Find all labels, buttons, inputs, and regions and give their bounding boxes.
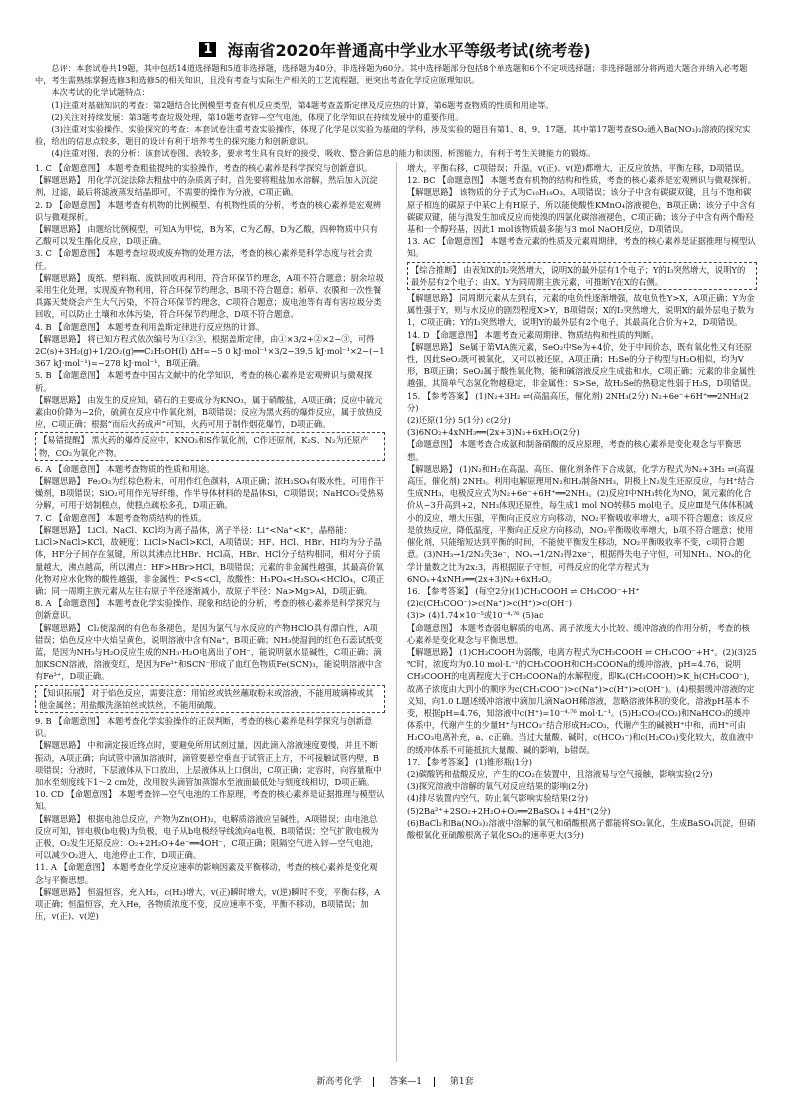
right-column-paragraph: 【解题思路】 (1)N₂和H₂在高温、高压、催化剂条件下合成氨，化学方程式为N₂+3H₂ ⇌(高温高压，催化剂) 2NH₃。利用电解原理用N₂和H₂制备NH₃，阴极上N₂发生还原反应，与H⁺结合生成NH₃，电极反应式为N₂+6e⁻+6H⁺══2NH₃。(2)反应Ⅰ中NH₃转化为NO，氮元素的化合价从−3升高到+2，NH₃体现还原性，每生成1 mol NO转移5 mol电子。反应Ⅲ是气体体积减小的反应，增大压强，平衡向正反应方向移动，NO₂平衡吸收率增大，a项不符合题意；该反应是放热反应，降低温度，平衡向正反应方向移动，NO₂平衡吸收率增大，b项不符合题意；使用催化剂，只能缩短达到平衡的时间，不能使平衡发生移动，NO₂平衡吸收率不变，c项符合题意。(3)NH₃→1/2N₂失3e⁻，NOₓ→1/2N₂得2xe⁻，根据得失电子守恒，可知NH₃、NOₓ的化学计量数之比为2x:3，再根据原子守恒，可得反应的化学方程式为6NOₓ+4xNH₃══(2x+3)N₂+6xH₂O。: [407, 463, 755, 584]
left-column-paragraph: 10. CD 【命题意图】 本题考查锌—空气电池的工作原理，考查的核心素养是证据推理与模型认知。: [35, 789, 385, 812]
left-column-paragraph: 1. C 【命题意图】 本题考查粗盐提纯的实验操作，考查的核心素养是科学探究与创新意识。: [35, 163, 373, 173]
right-column: [407, 162, 757, 1062]
overview-summary: 总评：本套试卷共19题，其中包括14道选择题和5道非选择题，选择题为40分，非选择题为60分。其中选择题部分包括8个单选题和6个不定项选择题；非选择题部分将两道大题合并纳入必考题中，考生需熟练掌握选修3和选修5的相关知识，且没有考查与实际生产相关的工艺流程题，更突出考查化学反应原理知识。: [35, 63, 748, 86]
answer-columns: [35, 162, 757, 1062]
left-column-paragraph: 【解题思路】 将已知方程式依次编号为①②③，根据盖斯定律，由①×3/2+②×2−③，可得2C(s)+3H₂(g)+1/2O₂(g)══C₂H₅OH(l) ΔH=−5 0 kJ·mol⁻¹×3/2−39.5 kJ·mol⁻¹×2−(−1 367 kJ·mol⁻¹)=−278 kJ·mol⁻¹，B项正确。: [35, 333, 385, 369]
left-column-paragraph: 【解题思路】 根据电池总反应，产物为Zn(OH)₂，电解质溶液应呈碱性，A项错误；由电池总反应可知，锌电极(b电极)为负极，电子从b电极经导线流向a电极，B项错误；空气扩散电极为正极，O₂发生还原反应：O₂+2H₂O+4e⁻══4OH⁻，C项正确；阻隔空气进入锌—空气电池，可以减少O₂进入，电池停止工作，D项正确。: [35, 813, 379, 861]
right-column-paragraph: (2)c(CH₃COO⁻)>c(Na⁺)>c(H⁺)>c(OH⁻): [407, 598, 572, 609]
left-column-paragraph: 【解题思路】 废纸、塑料瓶、废铁回收再利用，符合环保节约理念，A项不符合题意；厨余垃圾采用生化处理，实现废弃物利用，符合环保节约理念，B项不符合题意；稻草、农膜和一次性餐具露天焚烧会产生大气污染，不符合环保节约理念，C项符合题意；废电池等有毒有害垃圾分类回收，可以防止土壤和水体污染，符合环保节约理念，D项不符合题意。: [35, 272, 384, 320]
left-column-paragraph: 5. B 【命题意图】 本题考查中国古文献中的化学知识，考查的核心素养是宏观辨识与微观探析。: [35, 370, 373, 393]
left-column-paragraph: 【解题思路】 Fe₂O₃为红棕色粉末，可用作红色颜料，A项正确；浓H₂SO₄有吸水性，可用作干燥剂，B项错误；SiO₂可用作光导纤维，作半导体材料的是晶体Si，C项错误；NaHCO₃受热易分解，可用于焙制糕点，使糕点疏松多孔，D项正确。: [35, 476, 385, 511]
footer-page-label: 答案—1: [389, 1077, 422, 1087]
right-column-paragraph: (3)> (4)1.74×10⁻⁵或10⁻⁴·⁷⁶ (5)ac: [407, 610, 544, 621]
title-row: [0, 38, 790, 61]
left-column-paragraph: 【知识拓展】 对于焰色反应，需要注意：用铂丝或铁丝蘸取粉末或溶液，不能用玻璃棒或其他金属丝；用盐酸洗涤铂丝或铁丝，不能用硫酸。: [35, 685, 385, 713]
left-column-paragraph: 【解题思路】 用化学沉淀法除去粗盐中的杂质离子时，首先要将粗盐加水溶解，然后加入沉淀剂，过滤，最后将滤液蒸发结晶即可，不需要的操作为分液，C项正确。: [35, 175, 378, 198]
right-column-paragraph: (3)6NO₂+4xNH₃══(2x+3)N₂+6xH₂O(2分): [407, 427, 580, 438]
right-column-paragraph: 【综合推断】 由表知X的I₂突然增大，说明X的最外层有1个电子；Y的I₃突然增大，说明Y的最外层有2个电子；由X、Y为同周期主族元素，可推断Y在X的右侧。: [407, 262, 757, 290]
left-column-paragraph: 8. A 【命题意图】 本题考查化学实验操作、现象和结论的分析，考查的核心素养是科学探究与创新意识。: [35, 598, 381, 621]
right-column-paragraph: 【解题思路】 Se属于第ⅥA族元素，SeO₂中Se为+4价，处于中间价态，既有氧化性又有还原性，因此SeO₂既可被氧化，又可以被还原，A项正确；H₂Se的分子构型与H₂O相似，均为V形，B项正确；SeO₂属于酸性氧化物，能和碱溶液反应生成盐和水，C项正确；元素的非金属性越强，其简单气态氢化物越稳定，非金属性：S>Se，故H₂Se的热稳定性弱于H₂S，D项错误。: [407, 341, 757, 389]
footer-separator: [434, 1077, 435, 1087]
left-column-paragraph: 2. D 【命题意图】 本题考查有机物的比例模型、有机物性质的分析，考查的核心素养是宏观辨识与微观探析。: [35, 199, 382, 222]
right-column-paragraph: 15. 【参考答案】 (1)N₂+3H₂ ⇌(高温高压，催化剂) 2NH₃(2分) N₂+6e⁻+6H⁺══2NH₃(2分): [407, 390, 749, 413]
right-column-paragraph: 【解题思路】 该物质的分子式为C₁₀H₁₈O₃，A项错误；该分子中含有碳碳双键，且与不饱和碳原子相连的碳原子中某C上有H原子，所以能使酸性KMnO₄溶液褪色，B项正确；该分子中含有碳碳双键，能与溴发生加成反应而使溴的四氯化碳溶液褪色，C项正确；该分子中含有两个酚羟基和一个醇羟基，因此1 mol该物质最多能与3 mol NaOH反应，D项错误。: [407, 187, 756, 235]
page-footer: [0, 1074, 790, 1087]
overview-point-2: (2)关注对持续发展：第3题考查垃圾处理，第10题考查锌—空气电池，体现了化学知识在持续发展中的重要作用。: [51, 111, 464, 122]
right-column-paragraph: 【解题思路】 同周期元素从左到右，元素的电负性逐渐增强，故电负性Y>X，A项正确；Y为金属性强于Y，则与水反应的剧烈程度X>Y，B项错误；X的I₂突然增大，说明X的最外层电子数为1，C项正确；Y的I₃突然增大，说明Y的最外层有2个电子，其最高化合价为+2，D项错误。: [407, 293, 755, 328]
right-column-paragraph: (6)BaCl₂和Ba(NO₃)₂溶液中溶解的氧气和硝酸根离子都能将SO₂氧化，生成BaSO₄沉淀，但硝酸根氧化亚硫酸根离子氧化SO₂的速率更大(3分): [407, 817, 756, 840]
overview-point-1: (1)注重对基础知识的考查：第2题结合比例模型考查有机反应类型，第4题考查盖斯定律及反应热的计算，第6题考查物质的性质和用途等。: [51, 99, 554, 110]
right-column-paragraph: 【解题思路】 (1)CH₃COOH为弱酸，电离方程式为CH₃COOH ⇌ CH₃COO⁻+H⁺。(2)(3)25 ℃时，浓度均为0.10 mol·L⁻¹的CH₃COOH和CH₃COONa的缓冲溶液，pH=4.76，说明CH₃COOH的电离程度大于CH₃COONa的水解程度，即Kₐ(CH₃COOH)>K_h(CH₃COO⁻)，故离子浓度由大到小的顺序为c(CH₃COO⁻)>c(Na⁺)>c(H⁺)>c(OH⁻)。(4)根据缓冲溶液的定义知，向1.0 L题述缓冲溶液中滴加几滴NaOH稀溶液，忽略溶液体积的变化，溶液pH基本不变，根据pH=4.76，知溶液中c(H⁺)=10⁻⁴·⁷⁶ mol·L⁻¹。(5)H₂CO₃(CO₂)和NaHCO₃的缓冲体系中，代谢产生的少量H⁺与HCO₃⁻结合形成H₂CO₃，代谢产生的碱被H⁺中和，而H⁺可由H₂CO₃电离补充，a、c正确。当过大量酸、碱时，c(HCO₃⁻)和c(H₂CO₃)变化较大，故血液中的缓冲体系不可能抵抗大量酸、碱的影响，b错误。: [407, 646, 757, 755]
right-column-paragraph: 17. 【参考答案】 (1)锥形瓶(1分): [407, 756, 532, 767]
left-column-paragraph: 9. B 【命题意图】 本题考查化学实验操作的正误判断，考查的核心素养是科学探究与创新意识。: [35, 715, 373, 739]
right-column-paragraph: (5)2Ba²⁺+2SO₂+2H₂O+O₂══2BaSO₄↓+4H⁺(2分): [407, 805, 611, 816]
left-column-paragraph: 【解题思路】 中和滴定接近终点时，要避免所用试剂过量，因此滴入溶液速度要慢，并且不断振动，A项正确；向试管中滴加溶液时，滴管要悬空垂直于试管正上方，不可接触试管内壁，B项错误；分液时，下层液体从下口放出，上层液体从上口倒出，C项正确；定容时，向容量瓶中加水至刻度线下1～2 cm处，改用胶头滴管加蒸馏水至液面最低处与刻度线相切，D项正确。: [35, 740, 382, 787]
left-column-paragraph: 【易错提醒】 黑火药的爆炸反应中，KNO₃和S作氧化剂，C作还原剂，K₂S、N₂为还原产物，CO₂为氧化产物。: [35, 432, 385, 460]
footer-set-label: 第1套: [449, 1077, 474, 1087]
right-column-paragraph: 14. D 【命题意图】 本题考查元素周期律、物质结构和性质的判断。: [407, 329, 659, 340]
left-column-paragraph: 【解题思路】 由发生的反应知，硝石的主要成分为KNO₃，属于硝酸盐，A项正确；反应中硫元素由0价降为−2价，硫黄在反应中作氧化剂，B项错误；反应为黑火药的爆炸反应，属于放热反应，C项正确；根据“而后火药成声”可知，火药可用于制作烟花爆竹，D项正确。: [35, 394, 383, 430]
left-column-paragraph: 4. B 【命题意图】 本题考查利用盖斯定律进行反应热的计算。: [35, 321, 265, 332]
right-column-paragraph: 增大，平衡右移，C项错误；升温，v(正)、v(逆)都增大，正反应放热，平衡左移，D项错误。: [407, 163, 750, 173]
left-column-paragraph: 【解题思路】 Cl₂使湿润的有色布条褪色，是因为氯气与水反应的产物HClO具有漂白性，A项错误；焰色反应中火焰呈黄色，说明溶液中含有Na⁺，B项正确；NH₃使湿润的红色石蕊试纸变蓝，是因为NH₃与H₂O反应生成的NH₃·H₂O电离出了OH⁻，能说明氨水显碱性，C项正确；滴加KSCN溶液，溶液变红，是因为Fe³⁺和SCN⁻形成了血红色物质Fe(SCN)₃，能说明溶液中含有Fe³⁺，D项正确。: [35, 622, 383, 682]
footer-separator: [373, 1077, 374, 1087]
left-column-paragraph: 11. A 【命题意图】 本题考查化学反应速率的影响因素及平衡移动，考查的核心素养是变化观念与平衡思想。: [35, 862, 378, 885]
left-column-paragraph: 【解题思路】 LiCl、NaCl、KCl均为离子晶体，离子半径：Li⁺<Na⁺<K⁺，晶格能：LiCl>NaCl>KCl，故硬度：LiCl>NaCl>KCl，A项错误；HF、HCl、HBr、HI均为分子晶体，HF分子间存在氢键，所以其沸点比HBr、HCl高，HBr、HCl分子结构相同，相对分子质量越大，沸点越高，所以沸点：HF>HBr>HCl，B项错误；元素的非金属性越强，其最高价氧化物对应水化物的酸性越强，非金属性：P<S<Cl，故酸性：H₃PO₄<H₂SO₄<HClO₄，C项正确；同一周期主族元素从左往右原子半径逐渐减小，故原子半径：Na>Mg>Al，D项正确。: [35, 524, 385, 596]
right-column-paragraph: (4)排尽装置内空气，防止氧气影响实验结果(2分): [407, 793, 589, 804]
right-column-paragraph: (3)探究溶液中溶解的氧气对反应结果的影响(2分): [407, 781, 589, 792]
page-title: 海南省2020年普通高中学业水平等级考试(统考卷): [227, 41, 591, 60]
right-column-paragraph: 【命题意图】 本题考查弱电解质的电离、离子浓度大小比较、缓冲溶液的作用分析，考查的核心素养是变化观念与平衡思想。: [407, 622, 750, 645]
set-number-badge: 1: [199, 42, 216, 57]
left-column-paragraph: 3. C 【命题意图】 本题考查垃圾或废弃物的处理方法，考查的核心素养是科学态度与社会责任。: [35, 248, 373, 271]
right-column-paragraph: 【命题意图】 本题考查合成氨和制备硝酸的反应原理，考查的核心素养是变化观念与平衡思想。: [407, 439, 742, 462]
left-column-paragraph: 【解题思路】 恒温恒容，充入H₂，c(H₂)增大，v(正)瞬时增大，v(逆)瞬时不变，平衡右移，A项正确；恒温恒容，充入He，各物质浓度不变，反应速率不变，平衡不移动，B项错误；加压，v(正)、v(逆): [35, 886, 381, 922]
overview-section: [35, 62, 757, 160]
left-column: [35, 162, 385, 1062]
left-column-paragraph: 6. A 【命题意图】 本题考查物质的性质和用途。: [35, 463, 215, 474]
right-column-paragraph: (2)还原(1分) 5(1分) c(2分): [407, 415, 511, 426]
right-column-paragraph: 16. 【参考答案】 (每空2分)(1)CH₃COOH ⇌ CH₃COO⁻+H⁺: [407, 585, 640, 596]
left-column-paragraph: 【解题思路】 由题给比例模型，可知A为甲烷，B为苯，C为乙醇，D为乙酸，四种物质中只有乙酸可以发生酯化反应，D项正确。: [35, 224, 379, 247]
right-column-paragraph: (2)碳酸钙和盐酸反应，产生的CO₂在装置中，且溶液易与空气接触，影响实验(2分): [407, 768, 713, 779]
footer-subject: 新高考化学: [316, 1077, 362, 1087]
right-column-paragraph: 13. AC 【命题意图】 本题考查元素的性质及元素周期律，考查的核心素养是证据推理与模型认知。: [407, 236, 756, 259]
overview-point-4: (4)注重对图、表的分析：该套试卷图、表较多，要求考生具有良好的接受、吸收、整合新信息的能力和读图、析图能力，有利于考生关键能力的锻炼。: [51, 148, 596, 159]
overview-features-heading: 本次考试的化学试题特点：: [51, 87, 150, 98]
overview-point-3: (3)注重对实验操作、实验探究的考查：本套试卷注重考查实验操作，体现了化学是以实验为基础的学科，涉及实验的题目有第1、8、9、17题，其中第17题考查SO₂通入Ba(NO₃)₂溶液的探究实验，给出的信息点较多，题目的设计有利于培养考生的探究能力和创新意识。: [35, 124, 751, 147]
right-column-paragraph: 12. BC 【命题意图】 本题考查有机物的结构和性质，考查的核心素养是宏观辨识与微观探析。: [407, 175, 756, 186]
left-column-paragraph: 7. C 【命题意图】 本题考查物质结构的性质。: [35, 512, 207, 523]
